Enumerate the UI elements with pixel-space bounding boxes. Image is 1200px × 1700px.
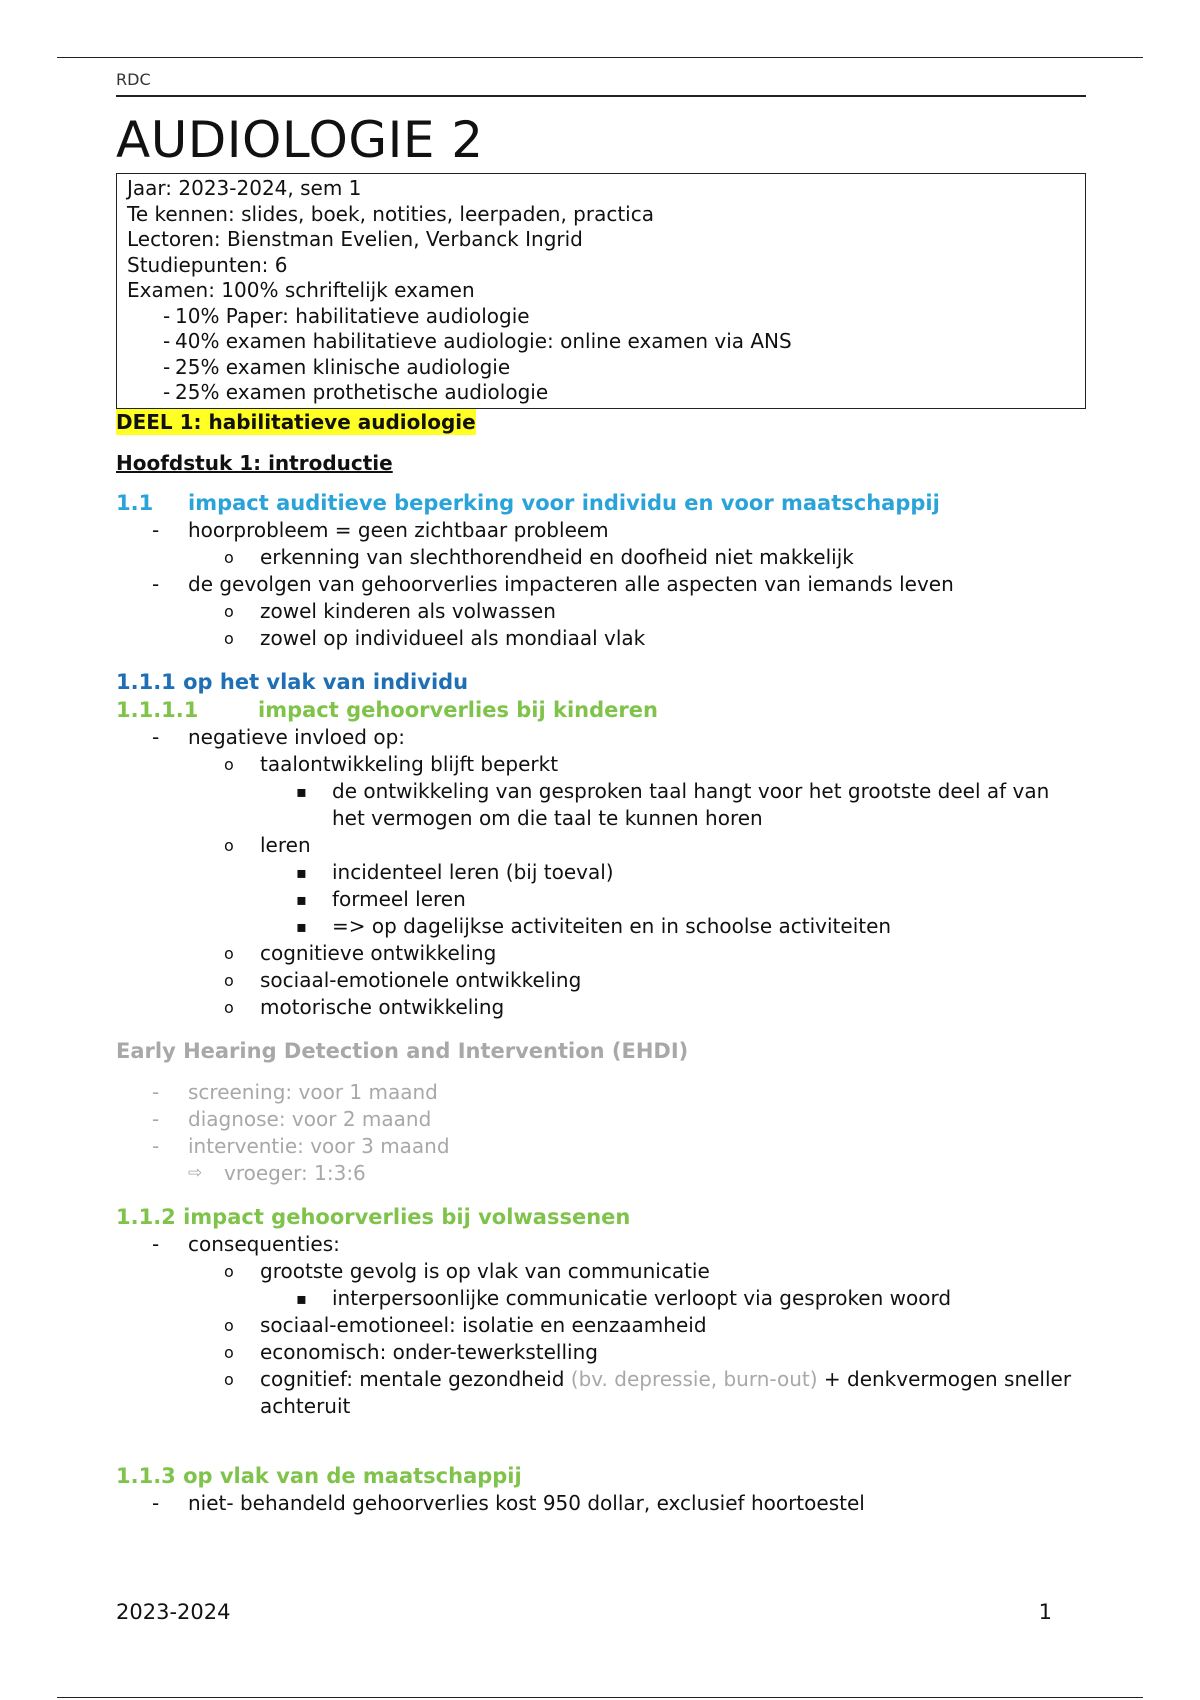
info-lecturers: Lectoren: Bienstman Evelien, Verbanck Ingrid	[127, 227, 583, 251]
info-study-material: Te kennen: slides, boek, notities, leerpaden, practica	[127, 201, 654, 226]
exam-part: - 40% examen habilitatieve audiologie: online examen via ANS	[127, 329, 1075, 355]
item-text: + denkvermogen sneller achteruit	[260, 1366, 1072, 1418]
list-item: o taalontwikkeling blijft beperkt	[116, 751, 1086, 778]
course-info-box	[116, 173, 1086, 409]
list-item: - screening: voor 1 maand	[116, 1079, 1086, 1106]
info-year: Jaar: 2023-2024, sem 1	[127, 176, 362, 200]
exam-part: - 10% Paper: habilitatieve audiologie	[127, 304, 1075, 330]
info-credits: Studiepunten: 6	[127, 252, 288, 277]
list-item: o motorische ontwikkeling	[116, 994, 1086, 1021]
item-text: cognitief: mentale gezondheid	[260, 1366, 565, 1391]
section-number: 1.1.1.1	[116, 697, 199, 722]
list-item: - consequenties:	[116, 1231, 1086, 1258]
exam-part: - 25% examen prothetische audiologie	[127, 380, 1075, 406]
footer-year: 2023-2024	[116, 1600, 231, 1624]
list-item: o leren	[116, 832, 1086, 859]
list-item: - diagnose: voor 2 maand	[116, 1106, 1086, 1133]
page-top-rule	[57, 57, 1143, 58]
section-1-1-1-heading: 1.1.1 op het vlak van individu	[116, 669, 469, 694]
item-example: (bv. depressie, burn-out)	[570, 1366, 818, 1391]
list-item: ▪ incidenteel leren (bij toeval)	[116, 859, 1086, 886]
list-item: - interventie: voor 3 maand	[116, 1133, 1086, 1160]
list-item: o economisch: onder-tewerkstelling	[116, 1339, 1086, 1366]
list-item: o cognitieve ontwikkeling	[116, 940, 1086, 967]
list-item: o zowel op individueel als mondiaal vlak	[116, 625, 1086, 652]
info-exam: Examen: 100% schriftelijk examen	[127, 278, 475, 302]
list-item: o sociaal-emotioneel: isolatie en eenzaamheid	[116, 1312, 1086, 1339]
header-label: RDC	[116, 70, 151, 89]
page-bottom-rule	[57, 1697, 1143, 1698]
page-title: AUDIOLOGIE 2	[116, 111, 484, 169]
list-item: ▪ interpersoonlijke communicatie verloopt via gesproken woord	[116, 1285, 1086, 1312]
section-title: impact gehoorverlies bij kinderen	[258, 697, 658, 722]
page-footer	[116, 1600, 1052, 1624]
section-number: 1.1	[116, 490, 154, 515]
section-1-1-3-heading: 1.1.3 op vlak van de maatschappij	[116, 1463, 522, 1488]
page-header	[116, 70, 1086, 97]
list-item	[116, 1366, 1086, 1420]
part-heading: DEEL 1: habilitatieve audiologie	[116, 409, 476, 434]
section-1-1-2-heading: 1.1.2 impact gehoorverlies bij volwassenen	[116, 1204, 631, 1229]
list-item: o grootste gevolg is op vlak van communicatie	[116, 1258, 1086, 1285]
list-item: - negatieve invloed op:	[116, 724, 1086, 751]
list-item: o erkenning van slechthorendheid en doofheid niet makkelijk	[116, 544, 1086, 571]
ehdi-heading: Early Hearing Detection and Intervention (EHDI)	[116, 1038, 689, 1063]
list-item: ▪ de ontwikkeling van gesproken taal hangt voor het grootste deel af van het vermogen om die taal te kunnen horen	[116, 778, 1086, 832]
chapter-heading: Hoofdstuk 1: introductie	[116, 450, 393, 475]
list-item: ▪ formeel leren	[116, 886, 1086, 913]
exam-parts-list	[127, 304, 1075, 406]
list-item: - niet- behandeld gehoorverlies kost 950 dollar, exclusief hoortoestel	[116, 1490, 1086, 1517]
list-item: o zowel kinderen als volwassen	[116, 598, 1086, 625]
section-1-1-heading	[116, 489, 1086, 517]
exam-part: - 25% examen klinische audiologie	[127, 355, 1075, 381]
list-item: - de gevolgen van gehoorverlies impacteren alle aspecten van iemands leven	[116, 571, 1086, 598]
section-title: impact auditieve beperking voor individu en voor maatschappij	[188, 490, 940, 515]
section-1-1-1-1-heading	[116, 696, 1086, 724]
document-page	[116, 70, 1086, 1517]
list-item: ▪ => op dagelijkse activiteiten en in schoolse activiteiten	[116, 913, 1086, 940]
list-item: - hoorprobleem = geen zichtbaar probleem	[116, 517, 1086, 544]
list-item: o sociaal-emotionele ontwikkeling	[116, 967, 1086, 994]
page-number: 1	[1038, 1600, 1052, 1624]
list-item: ⇨ vroeger: 1:3:6	[116, 1160, 1086, 1187]
